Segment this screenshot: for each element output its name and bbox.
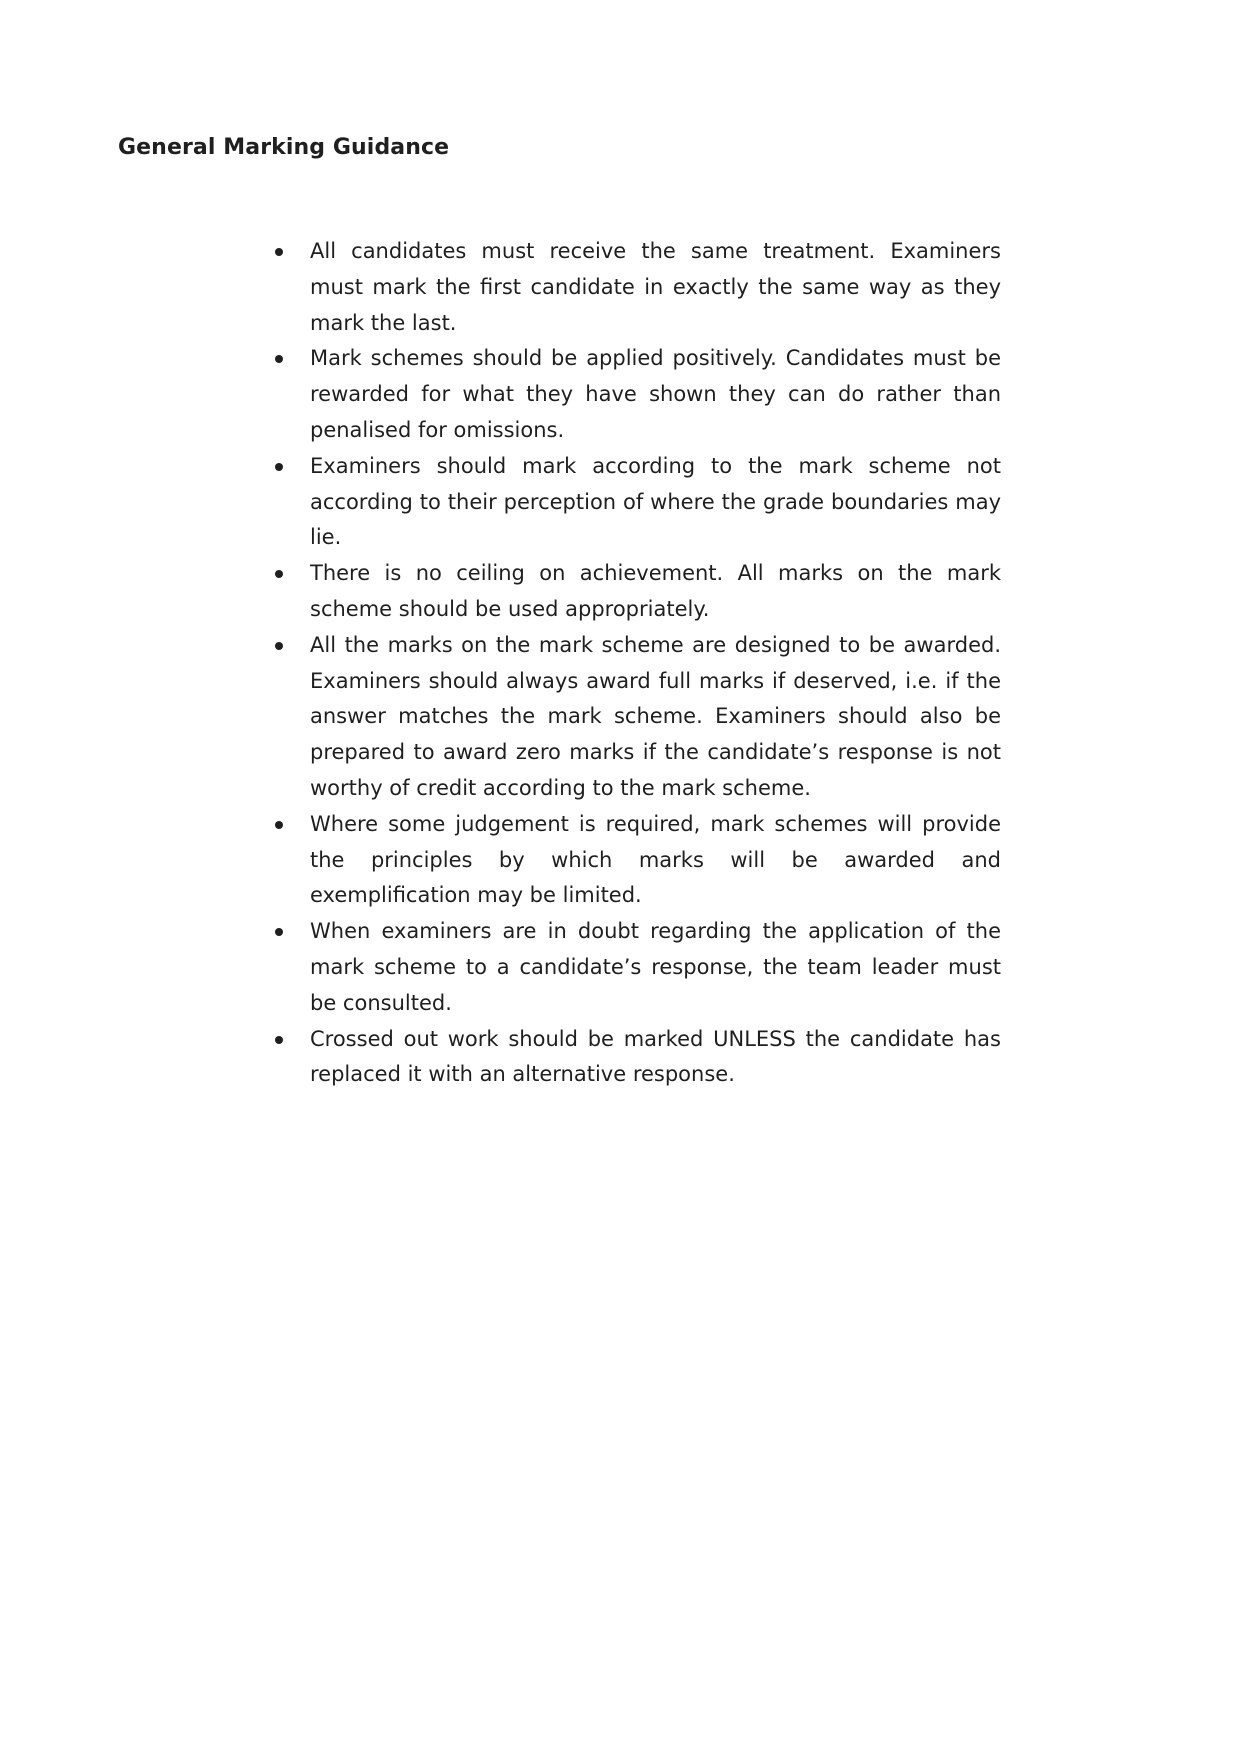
list-item	[270, 628, 1001, 807]
bullet-dot-icon	[275, 821, 283, 829]
list-item	[270, 556, 1001, 628]
list-item	[270, 234, 1001, 341]
list-item-text: Crossed out work should be marked UNLESS the candidate has replaced it with an alternative response.	[310, 1026, 1001, 1087]
list-item	[270, 914, 1001, 1021]
bullet-dot-icon	[275, 642, 283, 650]
list-item-text: There is no ceiling on achievement. All marks on the mark scheme should be used appropriately.	[310, 561, 1001, 621]
list-item-text: All candidates must receive the same treatment. Examiners must mark the first candidate in exactly the same way as they mark the last.	[310, 239, 1001, 335]
list-item-text: When examiners are in doubt regarding the application of the mark scheme to a candidate’s response, the team leader must be consulted.	[310, 919, 1001, 1015]
bullet-dot-icon	[275, 248, 283, 256]
bullet-dot-icon	[275, 928, 283, 936]
list-item-text: Where some judgement is required, mark schemes will provide the principles by which marks will be awarded and exemplification may be limited.	[310, 811, 1001, 908]
bullet-dot-icon	[275, 355, 283, 363]
list-item	[270, 1022, 1001, 1094]
list-item-text: Examiners should mark according to the mark scheme not according to their perception of where the grade boundaries may lie.	[310, 453, 1001, 550]
bullet-dot-icon	[275, 1036, 283, 1044]
list-item	[270, 449, 1001, 556]
list-item	[270, 341, 1001, 448]
guidance-list	[270, 234, 1001, 1093]
bullet-dot-icon	[275, 463, 283, 471]
list-item	[270, 807, 1001, 914]
list-item-text: All the marks on the mark scheme are designed to be awarded. Examiners should always award full marks if deserved, i.e. if the answer matches the mark scheme. Examiners should also be prepared to award zero marks if the candidate’s response is not worthy of credit according to the mark scheme.	[310, 632, 1001, 800]
list-item-text: Mark schemes should be applied positively. Candidates must be rewarded for what they have shown they can do rather than penalised for omissions.	[310, 346, 1001, 442]
bullet-dot-icon	[275, 570, 283, 578]
page-heading: General Marking Guidance	[118, 135, 450, 160]
